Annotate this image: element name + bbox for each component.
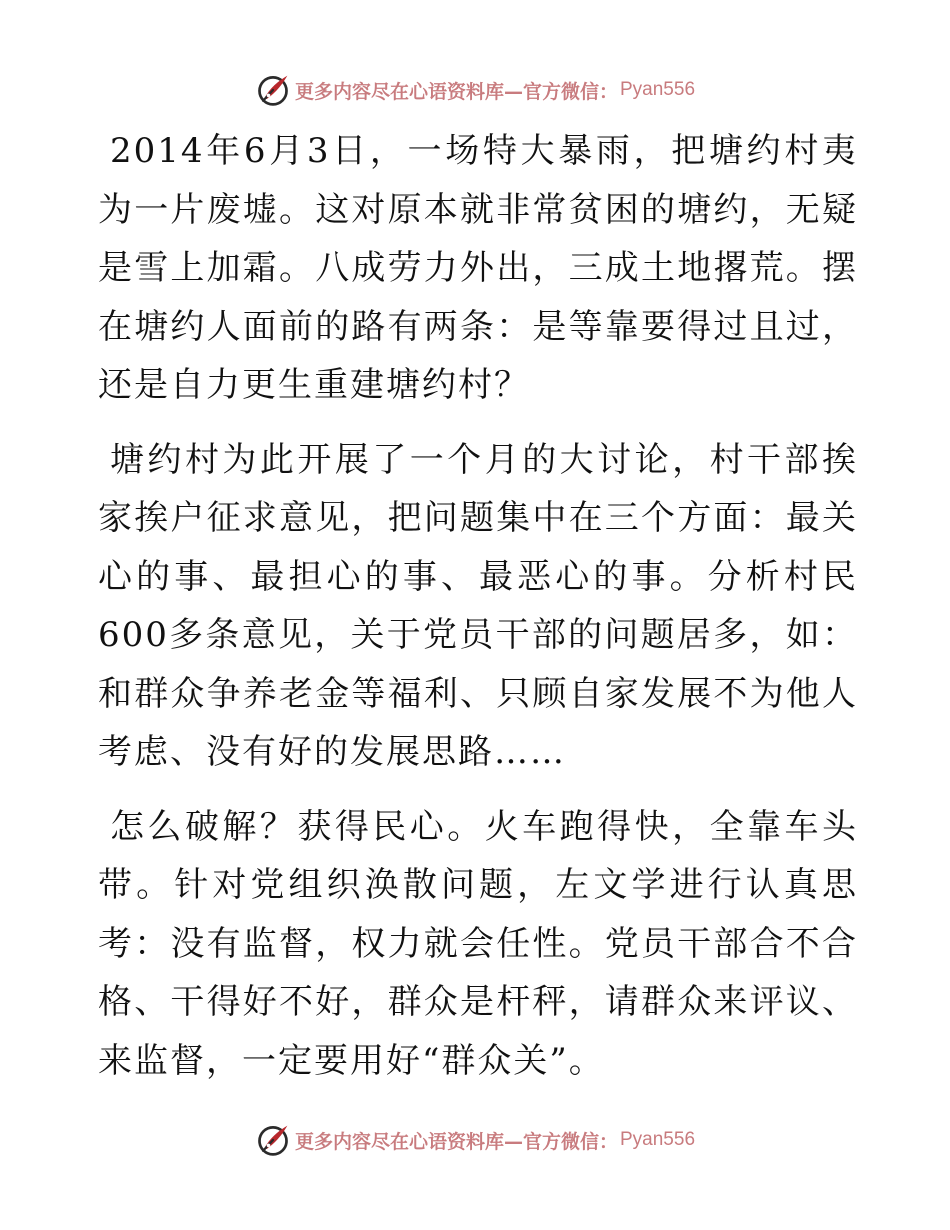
footer-banner-id: Pyan556 (620, 1129, 696, 1150)
feather-pen-logo-icon (255, 1122, 291, 1158)
article-body (98, 122, 858, 1090)
paragraph-3: 怎么破解？获得民心。火车跑得快，全靠车头带。针对党组织涣散问题，左文学进行认真思考：没有监督，权力就会任性。党员干部合不合格、干得好不好，群众是杆秤，请群众来评议、来监督，一定要用好“群众关”。 (98, 806, 858, 1081)
paragraph-1: 2014年6月3日，一场特大暴雨，把塘约村夷为一片废墟。这对原本就非常贫困的塘约，无疑是雪上加霜。八成劳力外出，三成土地撂荒。摆在塘约人面前的路有两条：是等靠要得过且过，还是自力更生重建塘约村？ (98, 131, 858, 405)
paragraph-2: 塘约村为此开展了一个月的大讨论，村干部挨家挨户征求意见，把问题集中在三个方面：最关心的事、最担心的事、最恶心的事。分析村民600多条意见，关于党员干部的问题居多，如：和群众争养老金等福利、只顾自家发展不为他人考虑、没有好的发展思路…… (98, 439, 858, 772)
header-banner-id: Pyan556 (620, 79, 696, 100)
footer-watermark (0, 1120, 950, 1160)
header-banner-text: 更多内容尽在心语资料库—官方微信： (294, 80, 618, 103)
footer-banner-text: 更多内容尽在心语资料库—官方微信： (294, 1130, 618, 1153)
feather-pen-logo-icon (255, 72, 291, 108)
header-watermark (0, 70, 950, 110)
